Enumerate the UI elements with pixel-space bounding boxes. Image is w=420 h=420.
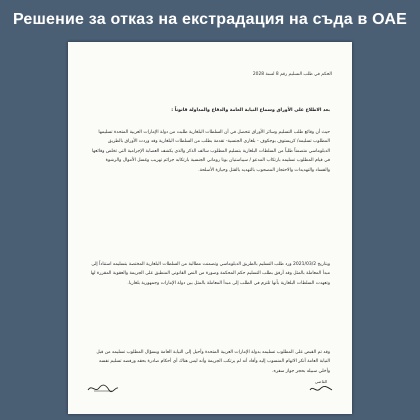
- document-header: الحكم في طلب التسليم رقم 8 لسنة 2028: [252, 72, 332, 77]
- signature-left: [86, 382, 120, 394]
- handwritten-signature-icon: [86, 382, 120, 394]
- paragraph-facts: حيث أن وقائع طلب التسليم وسائر الأوراق تتحصل في أن السلطات البلغارية طلبت من دولة الإمارات العربية المتحدة تسليمها المطلوب تسليمه/ كريستوف بوجكوف - بلغاري الجنسية- تقدمة بطلب من السلطات البلغارية وقد وردت الأوراق بالطريق الدبلوماسي متضمناً طلباً من السلطات البلغارية بتسليم المطلوب سالف الذكر والذي يكشف العصابة الإجرامية التي تخلص وقائعها في قيام المطلوب تسليمه بارتكاب المدعو / سيباستيان بونا روماني الجنسية بارتكابه جرائم تهريب وغسل الأموال والرشوة والفساد والتهديدات والاحتجاز المصحوب بالتهديد بالقتل وحيازة الأسلحة.: [91, 130, 330, 173]
- document-title: بعد الاطلاع على الأوراق وسماع النيابة العامة والدفاع والمداولة قانوناً :: [171, 108, 330, 113]
- paragraph-arrest: وقد تم القبض على المطلوب تسليمه بدولة الإمارات العربية المتحدة وأحيل إلى النيابة العامة وبسؤال المطلوب تسليمه من قبل النيابة العامة أنكر الاتهام المنسوب إليه وأفاد أنه لم يرتكب الجريمة وأنه ليس هناك أي أحكام صادرة بحقه ورفضه تسليم نفسه وأخلي سبيله بحجز جواز سفره.: [96, 350, 330, 374]
- paragraph-request: وبتاريخ 2021/03/2 ورد طلب التسليم بالطريق الدبلوماسي وتضمنت مطالبة من السلطات البلغارية المختصة بتسليمه استناداً إلى مبدأ المعاملة بالمثل وقد أرفق بطلب التسليم حكم المحكمة وصورة من النص القانوني المنطبق على الجريمة والعقوبة المقررة لها وتعهدت السلطات البلغارية بأنها تلتزم في الطلب إلى مبدأ المعاملة بالمثل بين دولة الإمارات وجمهورية بلغاريا.: [90, 262, 330, 286]
- headline-text: Решение за отказ на екстрадация на съда в ОАЕ: [12, 11, 408, 28]
- signature-right-name: القاضي: [314, 379, 328, 384]
- document-page: [68, 42, 352, 414]
- headline-banner: [0, 0, 420, 40]
- handwritten-signature-icon: [308, 384, 334, 394]
- signature-right: [308, 378, 334, 394]
